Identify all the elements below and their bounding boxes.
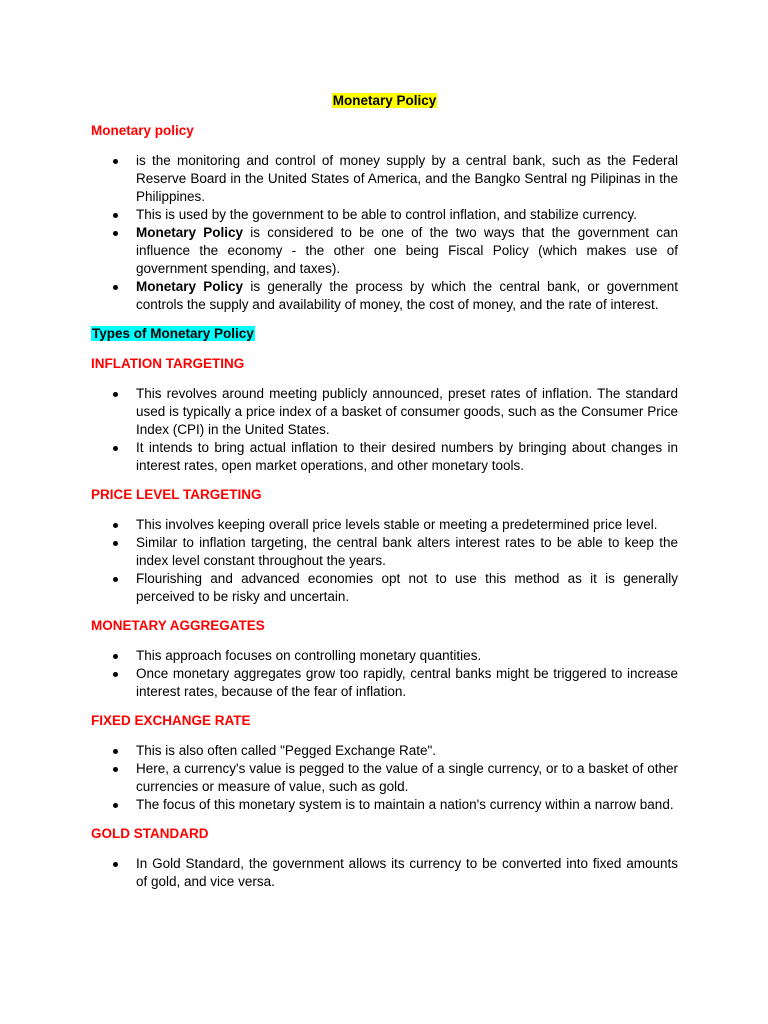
types-highlight: Types of Monetary Policy — [92, 326, 254, 341]
list-item: Monetary Policy is generally the process by which the central bank, or government controls the supply and availability of money, the cost of money, and the rate of interest. — [91, 278, 678, 314]
bullet-icon — [113, 285, 118, 290]
section-heading-price-level-targeting: PRICE LEVEL TARGETING — [91, 487, 262, 502]
list-item: The focus of this monetary system is to maintain a nation's currency within a narrow band. — [91, 796, 678, 814]
intro-bullet-list — [91, 152, 678, 314]
section-heading-fixed-exchange-rate: FIXED EXCHANGE RATE — [91, 713, 251, 728]
section-heading-gold-standard: GOLD STANDARD — [91, 826, 209, 841]
list-item: This is used by the government to be able to control inflation, and stabilize currency. — [91, 206, 678, 224]
list-item: This approach focuses on controlling monetary quantities. — [91, 647, 678, 665]
title-highlight: Monetary Policy — [332, 93, 437, 108]
bullet-icon — [113, 541, 118, 546]
list-item: is the monitoring and control of money supply by a central bank, such as the Federal Reserve Board in the United States of America, and the Bangko Sentral ng Pilipinas in the Philippines. — [91, 152, 678, 206]
bullet-icon — [113, 803, 118, 808]
types-heading — [91, 325, 678, 343]
list-item: This involves keeping overall price levels stable or meeting a predetermined price level. — [91, 516, 678, 534]
list-item: Here, a currency's value is pegged to the value of a single currency, or to a basket of other currencies or measure of value, such as gold. — [91, 760, 678, 796]
list-item: It intends to bring actual inflation to their desired numbers by bringing about changes in interest rates, open market operations, and other monetary tools. — [91, 439, 678, 475]
list-item: Similar to inflation targeting, the central bank alters interest rates to be able to keep the index level constant throughout the years. — [91, 534, 678, 570]
bold-term: Monetary Policy — [136, 225, 244, 240]
list-item: This revolves around meeting publicly announced, preset rates of inflation. The standard used is typically a price index of a basket of consumer goods, such as the Consumer Price Index (CPI) in the United States. — [91, 385, 678, 439]
bullet-icon — [113, 446, 118, 451]
section-heading-inflation-targeting: INFLATION TARGETING — [91, 356, 245, 371]
bullet-icon — [113, 862, 118, 867]
section-bullet-list — [91, 385, 678, 475]
bullet-icon — [113, 654, 118, 659]
list-item: In Gold Standard, the government allows its currency to be converted into fixed amounts of gold, and vice versa. — [91, 855, 678, 891]
list-item: This is also often called "Pegged Exchange Rate". — [91, 742, 678, 760]
section-bullet-list — [91, 647, 678, 701]
document-title — [91, 92, 678, 110]
list-item: Monetary Policy is considered to be one of the two ways that the government can influence the economy - the other one being Fiscal Policy (which makes use of government spending, and taxes). — [91, 224, 678, 278]
bullet-icon — [113, 577, 118, 582]
bullet-icon — [113, 213, 118, 218]
bold-term: Monetary Policy — [136, 279, 244, 294]
section-bullet-list — [91, 516, 678, 606]
section-heading-monetary-aggregates: MONETARY AGGREGATES — [91, 618, 265, 633]
bullet-icon — [113, 767, 118, 772]
bullet-icon — [113, 231, 118, 236]
list-item: Once monetary aggregates grow too rapidly, central banks might be triggered to increase interest rates, because of the fear of inflation. — [91, 665, 678, 701]
bullet-icon — [113, 749, 118, 754]
bullet-icon — [113, 523, 118, 528]
bullet-icon — [113, 672, 118, 677]
section-bullet-list — [91, 855, 678, 891]
list-item: Flourishing and advanced economies opt not to use this method as it is generally perceived to be risky and uncertain. — [91, 570, 678, 606]
intro-heading: Monetary policy — [91, 123, 194, 138]
bullet-icon — [113, 159, 118, 164]
section-bullet-list — [91, 742, 678, 814]
bullet-icon — [113, 392, 118, 397]
